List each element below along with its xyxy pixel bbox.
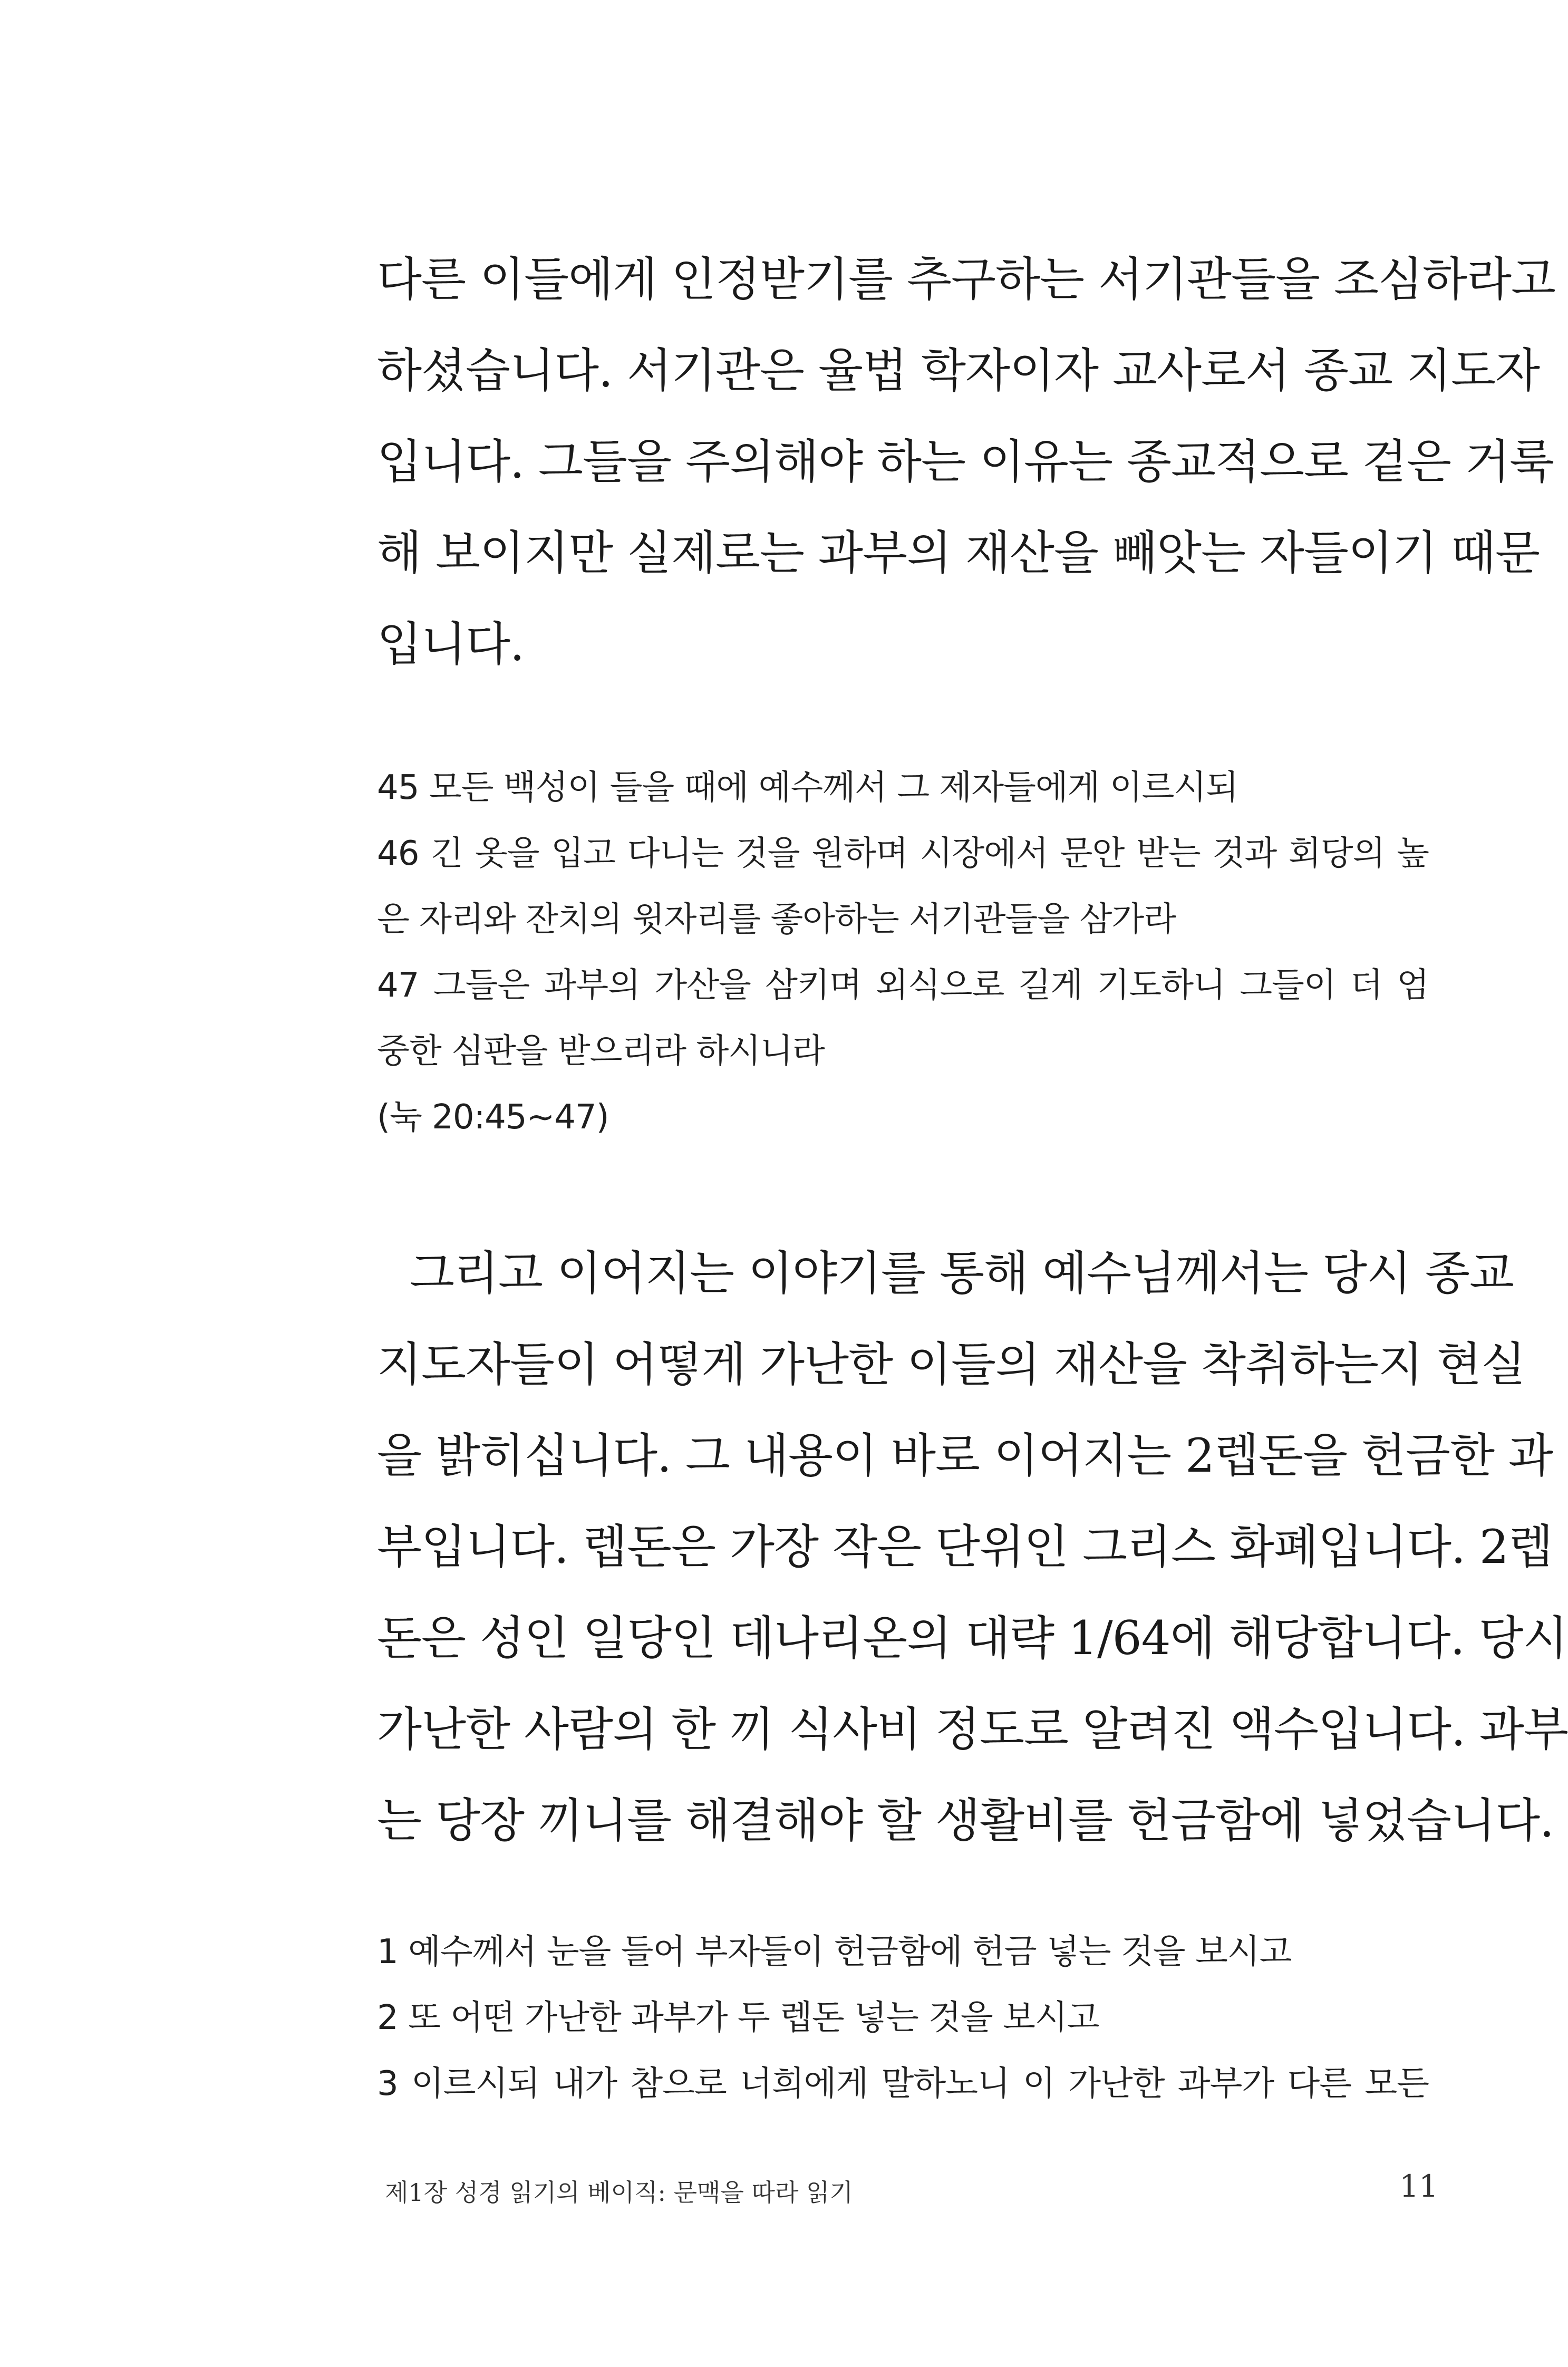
quote-line: 은 자리와 잔치의 윗자리를 좋아하는 서기관들을 삼가라 (377, 900, 1176, 939)
running-footer-chapter-title: 제1장 성경 읽기의 베이직: 문맥을 따라 읽기 (385, 2178, 853, 2207)
paragraph-line: 해 보이지만 실제로는 과부의 재산을 빼앗는 자들이기 때문 (377, 526, 1540, 580)
paragraph-line: 지도자들이 어떻게 가난한 이들의 재산을 착취하는지 현실 (377, 1337, 1526, 1392)
quote-line: 46 긴 옷을 입고 다니는 것을 원하며 시장에서 문안 받는 것과 회당의 높 (377, 834, 1429, 873)
paragraph-line: 부입니다. 렙돈은 가장 작은 단위인 그리스 화폐입니다. 2렙 (377, 1520, 1553, 1574)
quote-line: 중한 심판을 받으리라 하시니라 (377, 1032, 825, 1071)
paragraph-line: 입니다. 그들을 주의해야 하는 이유는 종교적으로 겉은 거룩 (377, 434, 1554, 489)
paragraph-line: 을 밝히십니다. 그 내용이 바로 이어지는 2렙돈을 헌금한 과 (377, 1428, 1553, 1483)
paragraph-line: 입니다. (377, 617, 524, 671)
paragraph-line: 가난한 사람의 한 끼 식사비 정도로 알려진 액수입니다. 과부 (377, 1702, 1568, 1756)
quote-line: 45 모든 백성이 들을 때에 예수께서 그 제자들에게 이르시되 (377, 768, 1238, 807)
paragraph-line: 그리고 이어지는 이야기를 통해 예수님께서는 당시 종교 (410, 1246, 1514, 1300)
paragraph-line: 돈은 성인 일당인 데나리온의 대략 1/64에 해당합니다. 당시 (377, 1611, 1567, 1665)
page-number: 11 (1399, 2168, 1438, 2204)
quote-line: 47 그들은 과부의 가산을 삼키며 외식으로 길게 기도하니 그들이 더 엄 (377, 966, 1429, 1005)
paragraph-line: 다른 이들에게 인정받기를 추구하는 서기관들을 조심하라고 (377, 252, 1556, 306)
paragraph-line: 하셨습니다. 서기관은 율법 학자이자 교사로서 종교 지도자 (377, 343, 1540, 398)
paragraph-line: 는 당장 끼니를 해결해야 할 생활비를 헌금함에 넣었습니다. (377, 1793, 1554, 1848)
quote-line: 1 예수께서 눈을 들어 부자들이 헌금함에 헌금 넣는 것을 보시고 (377, 1933, 1292, 1972)
quote-reference: (눅 20:45~47) (377, 1098, 609, 1137)
quote-line: 3 이르시되 내가 참으로 너희에게 말하노니 이 가난한 과부가 다른 모든 (377, 2064, 1429, 2103)
quote-line: 2 또 어떤 가난한 과부가 두 렙돈 넣는 것을 보시고 (377, 1998, 1099, 2037)
